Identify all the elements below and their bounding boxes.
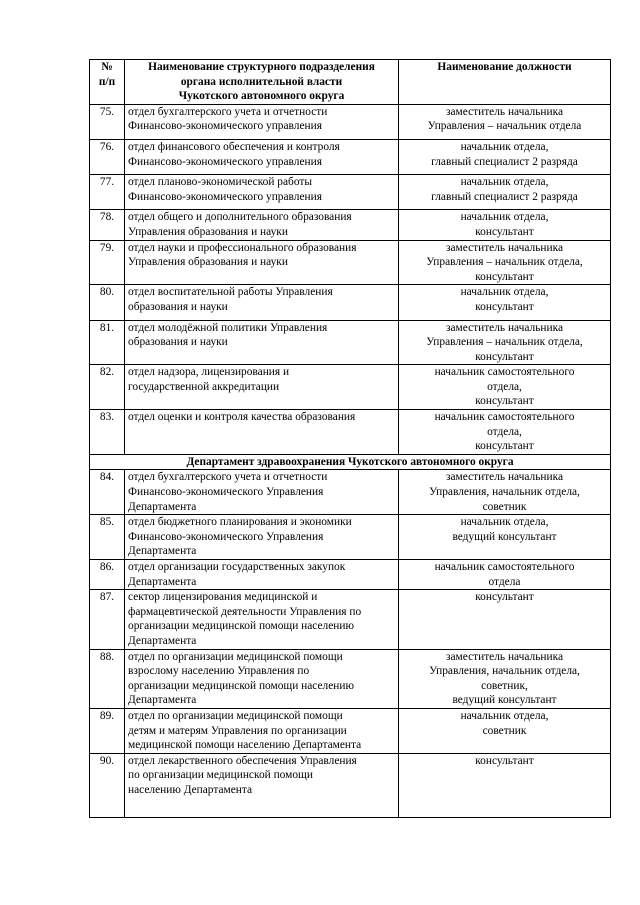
unit-name-line: Управления образования и науки (128, 256, 288, 269)
position-line: советник (482, 500, 527, 513)
table-row (90, 515, 611, 560)
position-cell (399, 365, 611, 410)
row-number: 85. (90, 515, 125, 560)
unit-name-cell (125, 139, 399, 174)
position-cell (399, 240, 611, 285)
row-number: 86. (90, 560, 125, 590)
header-unit-line: Чукотского автономного округа (178, 90, 345, 103)
table-row (90, 104, 611, 139)
position-line: главный специалист 2 разряда (431, 155, 578, 168)
table-row (90, 365, 611, 410)
position-line: Управления – начальник отдела, (426, 336, 583, 349)
position-line: консультант (475, 395, 534, 408)
position-cell (399, 104, 611, 139)
position-line: заместитель начальника (445, 321, 564, 334)
position-line: консультант (475, 270, 534, 283)
unit-name-line: образования и науки (128, 300, 228, 313)
unit-name-line: Финансово-экономического управления (128, 190, 322, 203)
position-line: консультант (475, 350, 534, 363)
unit-name-line: Департамента (128, 575, 197, 588)
unit-name-line: отдел бухгалтерского учета и отчетности (128, 471, 328, 484)
row-number: 87. (90, 590, 125, 649)
unit-name-line: детям и матерям Управления по организации (128, 724, 347, 737)
position-line: Управления, начальник отдела, (429, 665, 580, 678)
position-line: отдела, (487, 380, 522, 393)
row-number: 76. (90, 139, 125, 174)
position-line: начальник самостоятельного (434, 411, 575, 424)
row-number: 80. (90, 285, 125, 320)
position-line: заместитель начальника (445, 650, 564, 663)
row-number: 89. (90, 708, 125, 753)
header-position-line: Наименование должности (437, 61, 572, 73)
unit-name-line: отдел оценки и контроля качества образования (128, 411, 356, 424)
unit-name-line: Финансово-экономического управления (128, 155, 322, 168)
position-line: советник, (481, 679, 528, 692)
position-line: начальник отдела, (460, 286, 549, 299)
table-row (90, 590, 611, 649)
position-line: ведущий консультант (452, 694, 557, 707)
row-number: 83. (90, 410, 125, 455)
position-line: заместитель начальника (445, 471, 564, 484)
unit-name-line: отдел общего и дополнительного образования (128, 211, 352, 224)
position-line: заместитель начальника (445, 105, 564, 118)
unit-name-line: по организации медицинской помощи (128, 769, 313, 782)
row-number: 82. (90, 365, 125, 410)
unit-name-cell (125, 210, 399, 240)
position-line: Управления – начальник отдела, (426, 256, 583, 269)
position-cell (399, 590, 611, 649)
unit-name-cell (125, 753, 399, 817)
position-cell (399, 320, 611, 365)
row-number: 77. (90, 175, 125, 210)
position-line: консультант (475, 754, 534, 767)
position-line: заместитель начальника (445, 241, 564, 254)
unit-name-line: отдел по организации медицинской помощи (128, 709, 343, 722)
unit-name-cell (125, 410, 399, 455)
header-number-line: п/п (98, 75, 116, 88)
row-number: 78. (90, 210, 125, 240)
unit-name-line: Управления образования и науки (128, 225, 288, 238)
position-line: отдела (488, 575, 521, 588)
position-line: начальник отдела, (460, 211, 549, 224)
unit-name-line: населению Департамента (128, 783, 253, 796)
position-line: консультант (475, 591, 534, 604)
unit-name-line: отдел молодёжной политики Управления (128, 321, 328, 334)
positions-table (89, 59, 611, 818)
unit-name-line: Департамента (128, 634, 197, 647)
unit-name-cell (125, 590, 399, 649)
position-line: Управления – начальник отдела (427, 120, 582, 133)
row-number: 90. (90, 753, 125, 817)
table-row (90, 649, 611, 708)
position-line: начальник отдела, (460, 140, 549, 153)
blank-line (128, 798, 395, 813)
position-cell (399, 649, 611, 708)
unit-name-line: отдел бюджетного планирования и экономики (128, 516, 352, 529)
position-cell (399, 515, 611, 560)
unit-name-line: отдел по организации медицинской помощи (128, 650, 343, 663)
row-number: 88. (90, 649, 125, 708)
unit-name-line: организации медицинской помощи населению (128, 679, 354, 692)
table-header-row (90, 60, 611, 105)
position-cell (399, 210, 611, 240)
position-line: начальник отдела, (460, 709, 549, 722)
position-cell (399, 139, 611, 174)
position-line: начальник отдела, (460, 516, 549, 529)
position-line: ведущий консультант (452, 530, 557, 543)
header-unit-line: органа исполнительной власти (180, 75, 343, 88)
table-body (90, 104, 611, 817)
header-number-line: № (101, 61, 113, 73)
table-row (90, 410, 611, 455)
position-line: отдела, (487, 425, 522, 438)
unit-name-line: Департамента (128, 694, 197, 707)
unit-name-line: отдел организации государственных закупок (128, 561, 346, 573)
unit-name-cell (125, 104, 399, 139)
unit-name-cell (125, 649, 399, 708)
position-line: начальник самостоятельного (434, 366, 575, 379)
unit-name-cell (125, 175, 399, 210)
row-number: 81. (90, 320, 125, 365)
unit-name-line: Департамента (128, 545, 197, 558)
unit-name-line: фармацевтической деятельности Управления по (128, 605, 362, 618)
table-row (90, 470, 611, 515)
unit-name-line: отдел финансового обеспечения и контроля (128, 140, 340, 153)
unit-name-line: Финансово-экономического управления (128, 120, 322, 133)
row-number: 84. (90, 470, 125, 515)
unit-name-cell (125, 320, 399, 365)
position-line: консультант (475, 440, 534, 453)
unit-name-cell (125, 560, 399, 590)
unit-name-line: отдел планово-экономической работы (128, 176, 313, 189)
unit-name-line: взрослому населению Управления по (128, 665, 310, 678)
unit-name-line: отдел воспитательной работы Управления (128, 286, 333, 299)
unit-name-line: Департамента (128, 500, 197, 513)
unit-name-cell (125, 365, 399, 410)
unit-name-line: организации медицинской помощи населению (128, 620, 354, 633)
position-cell (399, 175, 611, 210)
position-cell (399, 560, 611, 590)
unit-name-line: отдел лекарственного обеспечения Управления (128, 754, 357, 767)
position-cell (399, 708, 611, 753)
header-unit-name (125, 60, 399, 105)
position-line: советник (482, 724, 527, 737)
position-line: Управления, начальник отдела, (429, 486, 580, 499)
unit-name-line: медицинской помощи населению Департамента (128, 739, 362, 752)
position-line: консультант (475, 225, 534, 238)
position-line: начальник отдела, (460, 176, 549, 189)
position-cell (399, 285, 611, 320)
row-number: 79. (90, 240, 125, 285)
section-title: Департамент здравоохранения Чукотского автономного округа (90, 454, 611, 470)
position-line: главный специалист 2 разряда (431, 190, 578, 203)
unit-name-line: отдел науки и профессионального образования (128, 241, 357, 254)
position-cell (399, 410, 611, 455)
position-cell (399, 753, 611, 817)
position-cell (399, 470, 611, 515)
unit-name-cell (125, 240, 399, 285)
table-row (90, 139, 611, 174)
section-row (90, 454, 611, 470)
unit-name-line: отдел бухгалтерского учета и отчетности (128, 105, 328, 118)
unit-name-line: Финансово-экономического Управления (128, 486, 324, 499)
table-row (90, 175, 611, 210)
unit-name-line: Финансово-экономического Управления (128, 530, 324, 543)
unit-name-line: отдел надзора, лицензирования и (128, 366, 290, 379)
table-row (90, 210, 611, 240)
row-number: 75. (90, 104, 125, 139)
table-row (90, 753, 611, 817)
unit-name-cell (125, 515, 399, 560)
unit-name-cell (125, 470, 399, 515)
position-line: консультант (475, 300, 534, 313)
header-unit-line: Наименование структурного подразделения (148, 61, 375, 73)
unit-name-cell (125, 708, 399, 753)
header-number (90, 60, 125, 105)
position-line: начальник самостоятельного (434, 561, 575, 573)
table-row (90, 708, 611, 753)
table-row (90, 240, 611, 285)
unit-name-line: сектор лицензирования медицинской и (128, 591, 318, 604)
unit-name-cell (125, 285, 399, 320)
header-position-name (399, 60, 611, 105)
table-row (90, 560, 611, 590)
table-row (90, 285, 611, 320)
unit-name-line: государственной аккредитации (128, 380, 280, 393)
table-row (90, 320, 611, 365)
unit-name-line: образования и науки (128, 336, 228, 349)
